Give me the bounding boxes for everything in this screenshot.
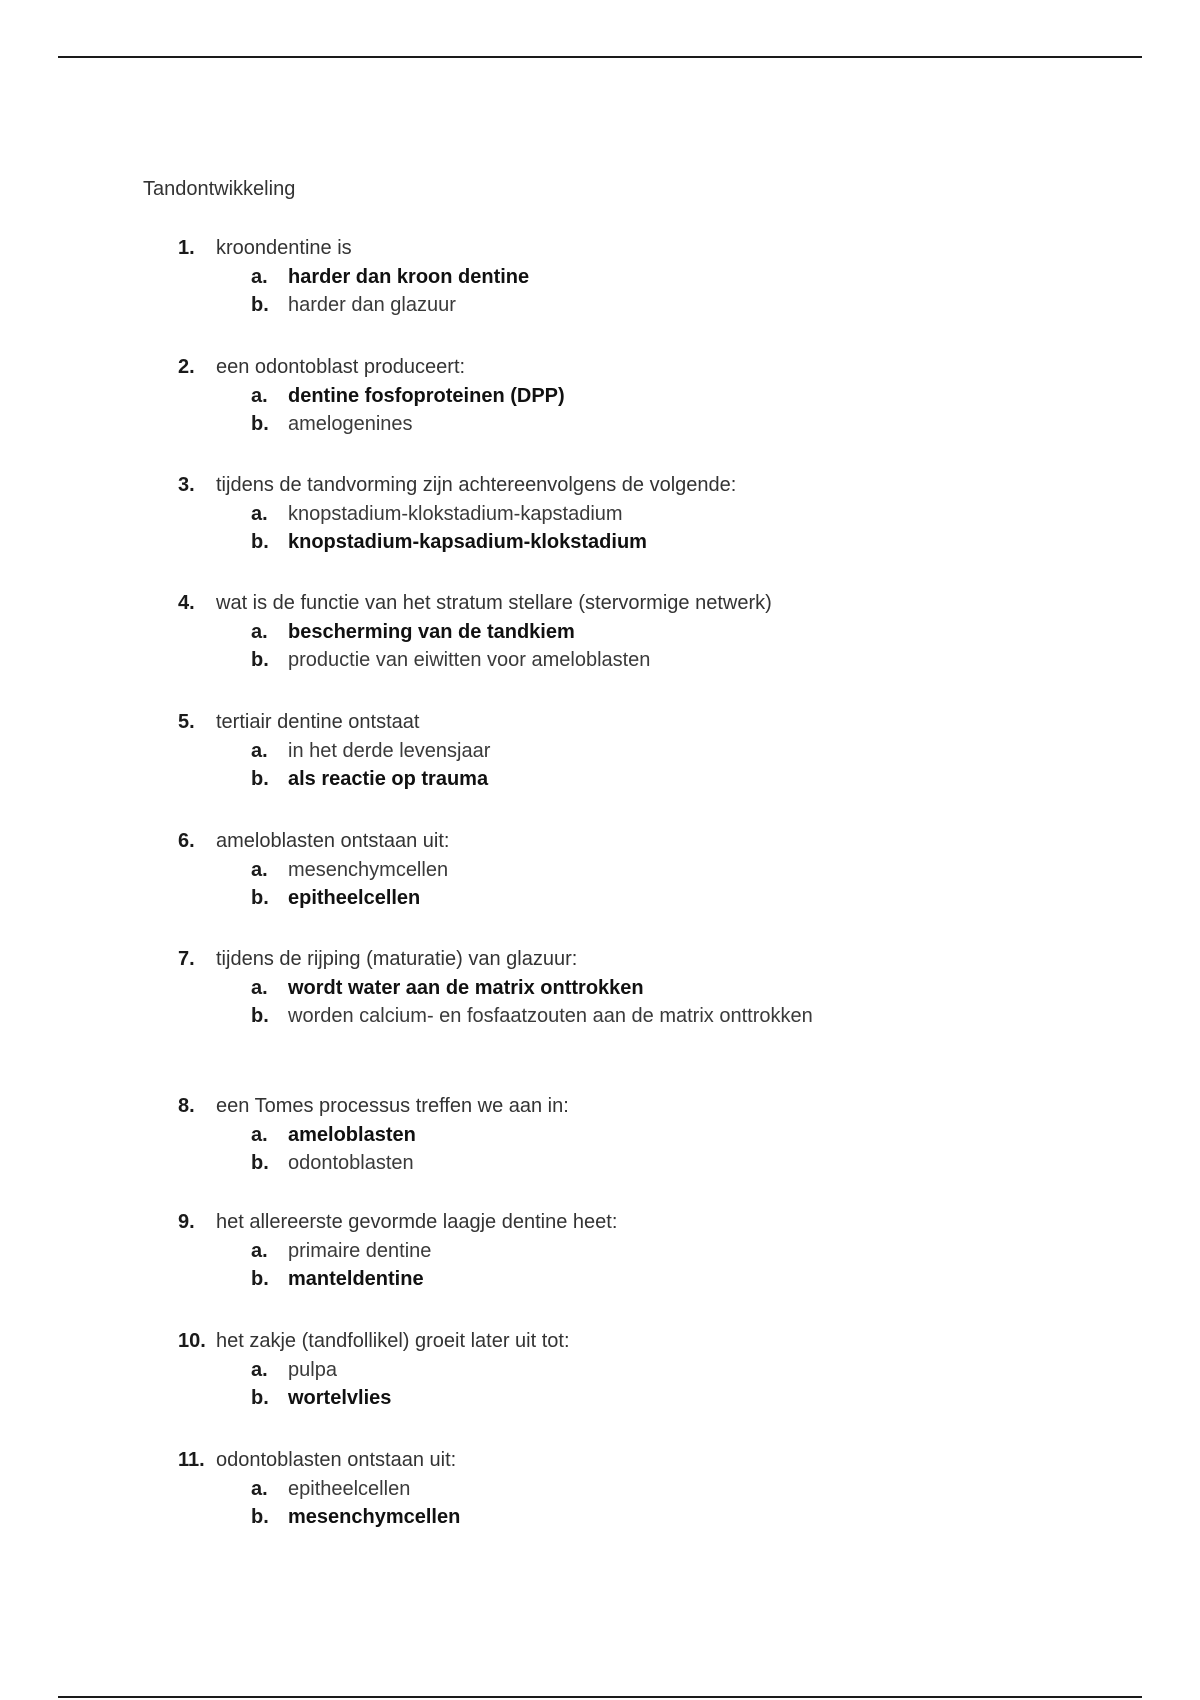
question-text: wat is de functie van het stratum stellare (stervormige netwerk): [216, 592, 772, 614]
option-text: primaire dentine: [288, 1240, 432, 1262]
option-text: als reactie op trauma: [288, 768, 489, 790]
question-number: 2.: [178, 356, 195, 378]
question-text: het zakje (tandfollikel) groeit later uit tot:: [216, 1330, 570, 1352]
option-letter: b.: [251, 1387, 269, 1409]
option-text: wortelvlies: [288, 1387, 392, 1409]
option-letter: a.: [251, 1359, 268, 1381]
option-letter: a.: [251, 977, 268, 999]
option-letter: a.: [251, 740, 268, 762]
option-text: productie van eiwitten voor ameloblasten: [288, 649, 651, 671]
option-letter: b.: [251, 649, 269, 671]
option-letter: a.: [251, 385, 268, 407]
question-text: een odontoblast produceert:: [216, 356, 466, 378]
question-text: tijdens de rijping (maturatie) van glazuur:: [216, 948, 578, 970]
option-letter: b.: [251, 768, 269, 790]
question-number: 7.: [178, 948, 195, 970]
option-text: knopstadium-kapsadium-klokstadium: [288, 531, 647, 553]
header-rule: [58, 56, 1142, 58]
question-number: 9.: [178, 1211, 195, 1233]
question-number: 1.: [178, 237, 195, 259]
option-text: bescherming van de tandkiem: [288, 621, 575, 643]
option-letter: a.: [251, 266, 268, 288]
option-letter: a.: [251, 1124, 268, 1146]
option-text: harder dan glazuur: [288, 294, 456, 316]
question-text: kroondentine is: [216, 237, 352, 259]
option-letter: b.: [251, 1152, 269, 1174]
question-number: 3.: [178, 474, 195, 496]
question-text: het allereerste gevormde laagje dentine heet:: [216, 1211, 618, 1233]
option-letter: b.: [251, 294, 269, 316]
option-text: manteldentine: [288, 1268, 424, 1290]
option-text: harder dan kroon dentine: [288, 266, 530, 288]
option-letter: b.: [251, 531, 269, 553]
option-text: epitheelcellen: [288, 887, 421, 909]
option-letter: b.: [251, 413, 269, 435]
question-text: ameloblasten ontstaan uit:: [216, 830, 450, 852]
option-text: worden calcium- en fosfaatzouten aan de matrix onttrokken: [288, 1005, 813, 1027]
option-text: odontoblasten: [288, 1152, 414, 1174]
option-letter: a.: [251, 503, 268, 525]
option-letter: b.: [251, 1506, 269, 1528]
option-text: wordt water aan de matrix onttrokken: [288, 977, 644, 999]
option-letter: a.: [251, 1478, 268, 1500]
option-text: in het derde levensjaar: [288, 740, 491, 762]
question-text: tijdens de tandvorming zijn achtereenvolgens de volgende:: [216, 474, 737, 496]
option-text: epitheelcellen: [288, 1478, 411, 1500]
option-letter: a.: [251, 621, 268, 643]
option-letter: b.: [251, 887, 269, 909]
question-number: 4.: [178, 592, 195, 614]
option-letter: a.: [251, 1240, 268, 1262]
option-letter: b.: [251, 1268, 269, 1290]
option-text: amelogenines: [288, 413, 413, 435]
option-text: knopstadium-klokstadium-kapstadium: [288, 503, 623, 525]
option-text: mesenchymcellen: [288, 859, 449, 881]
option-letter: a.: [251, 859, 268, 881]
question-number: 8.: [178, 1095, 195, 1117]
option-text: ameloblasten: [288, 1124, 416, 1146]
question-text: een Tomes processus treffen we aan in:: [216, 1095, 569, 1117]
page-title: Tandontwikkeling: [143, 178, 296, 200]
option-text: mesenchymcellen: [288, 1506, 461, 1528]
question-text: odontoblasten ontstaan uit:: [216, 1449, 457, 1471]
option-text: dentine fosfoproteinen (DPP): [288, 385, 565, 407]
question-number: 11.: [178, 1449, 205, 1471]
question-number: 10.: [178, 1330, 206, 1352]
option-letter: b.: [251, 1005, 269, 1027]
footer-rule: [58, 1696, 1142, 1698]
question-number: 6.: [178, 830, 195, 852]
option-text: pulpa: [288, 1359, 337, 1381]
question-number: 5.: [178, 711, 195, 733]
question-text: tertiair dentine ontstaat: [216, 711, 420, 733]
